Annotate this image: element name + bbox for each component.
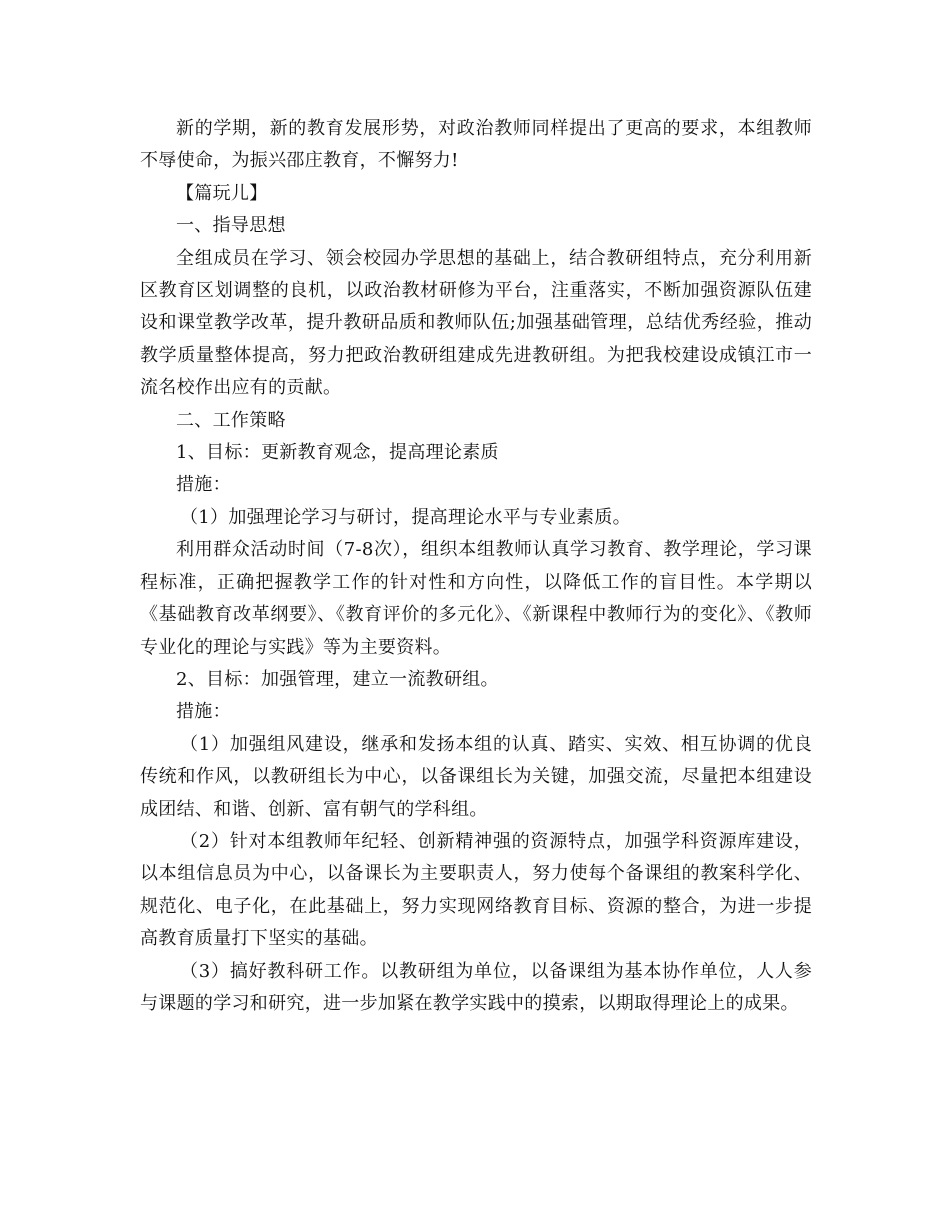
measure-1-1: （1）加强理论学习与研讨，提高理论水平与专业素质。 (180, 506, 631, 528)
document-body (140, 113, 812, 1020)
paragraph-intro: 新的学期，新的教育发展形势，对政治教师同样提出了更高的要求，本组教师不辱使命，为振兴邵庄教育，不懈努力! (140, 118, 812, 172)
paragraph-theory-study: 利用群众活动时间（7-8次），组织本组教师认真学习教育、教学理论，学习课程标准，正确把握教学工作的针对性和方向性，以降低工作的盲目性。本学期以《基础教育改革纲要》、《教育评价的多元化》、《新课程中教师行为的变化》、《教师专业化的理论与实践》等为主要资料。 (140, 539, 812, 658)
paragraph-guiding-ideology: 全组成员在学习、领会校园办学思想的基础上，结合教研组特点，充分利用新区教育区划调整的良机，以政治教材研修为平台，注重落实，不断加强资源队伍建设和课堂教学改革，提升教研品质和教师队伍;加强基础管理，总结优秀经验，推动教学质量整体提高，努力把政治教研组建成先进教研组。为把我校建设成镇江市一流名校作出应有的贡献。 (140, 247, 812, 399)
measures-label-2: 措施： (176, 701, 231, 723)
goal-1: 1、目标：更新教育观念，提高理论素质 (176, 442, 499, 464)
measure-2-1: （1）加强组风建设，继承和发扬本组的认真、踏实、实效、相互协调的优良传统和作风，以教研组长为中心，以备课组长为关键，加强交流，尽量把本组建设成团结、和谐、创新、富有朝气的学科组。 (140, 733, 812, 820)
heading-work-strategy: 二、工作策略 (176, 409, 286, 431)
heading-guiding-ideology: 一、指导思想 (176, 215, 286, 237)
measures-label-1: 措施： (176, 474, 231, 496)
measure-2-2: （2）针对本组教师年纪轻、创新精神强的资源特点，加强学科资源库建设，以本组信息员为中心，以备课长为主要职责人，努力使每个备课组的教案科学化、规范化、电子化，在此基础上，努力实现网络教育目标、资源的整合，为进一步提高教育质量打下坚实的基础。 (140, 830, 812, 950)
measure-2-3: （3）搞好教科研工作。以教研组为单位，以备课组为基本协作单位，人人参与课题的学习和研究，进一步加紧在教学实践中的摸索，以期取得理论上的成果。 (140, 960, 812, 1014)
section-marker: 【篇玩儿】 (176, 182, 268, 204)
goal-2: 2、目标：加强管理，建立一流教研组。 (176, 668, 499, 690)
